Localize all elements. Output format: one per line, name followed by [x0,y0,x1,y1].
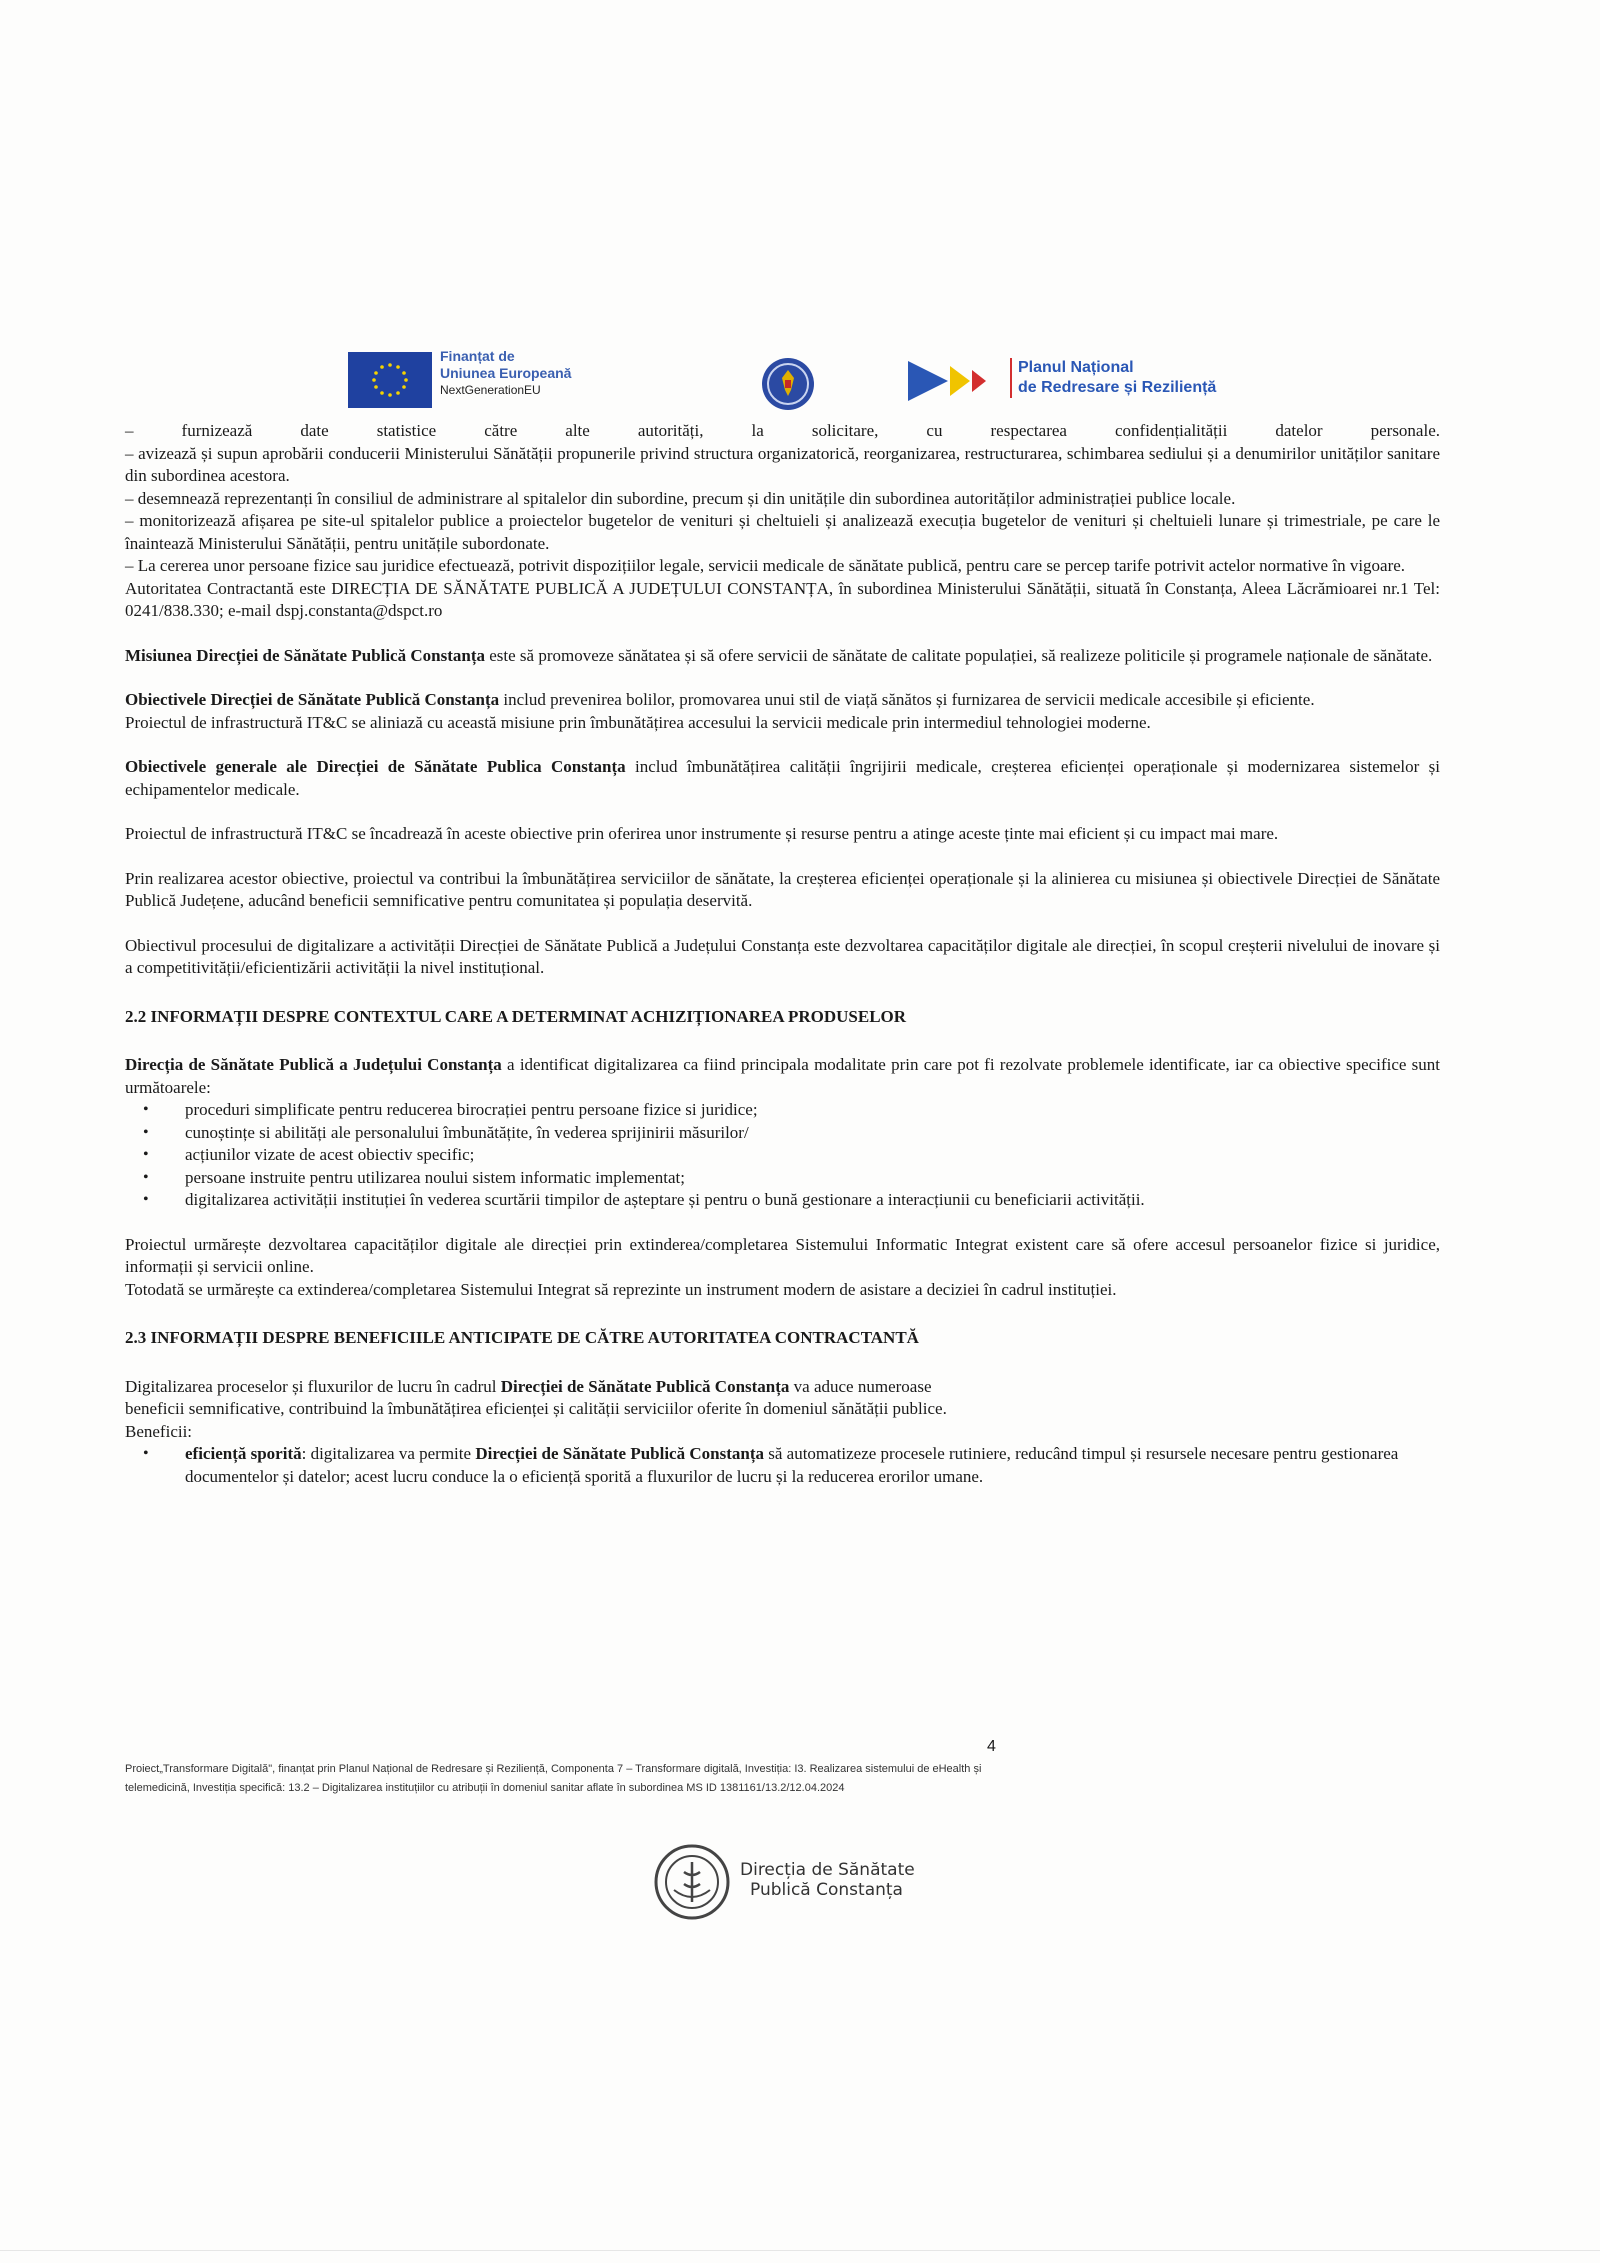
paragraph: – furnizează date statistice către alte autorități, la solicitare, cu respectarea confidențialității datelor personale. [125,421,1440,440]
paragraph [125,689,1440,712]
bold-text: Direcția de Sănătate Publică a Județului Constanța [125,1055,502,1074]
bold-text: Direcției de Sănătate Publică Constanța [475,1444,764,1463]
paragraph: – avizează și supun aprobării conducerii Ministerului Sănătății propunerile privind structura organizatorică, reorganizarea, restructurarea, schimbarea sediului și a denumirilor unităților sanitare din subordinea acestora. [125,443,1440,485]
bold-text: Misiunea Direcției de Sănătate Publică Constanța [125,645,485,665]
page-number: 4 [987,1738,996,1755]
list-item: • acțiunilor vizate de acest obiectiv specific; [175,1144,1440,1167]
text: Digitalizarea proceselor și fluxurilor de lucru în cadrul [125,1376,501,1396]
bold-text: Direcției de Sănătate Publică Constanța [500,1376,790,1396]
paragraph: – monitorizează afișarea pe site-ul spitalelor publice a proiectelor bugetelor de venituri și cheltuieli și analizează execuția bugetelor de venituri și cheltuieli lunare și trimestriale, pe care le înaintează Ministerului Sănătății, pentru unitățile subordonate. [125,511,1440,553]
paragraph: Obiectivul procesului de digitalizare a activității Direcției de Sănătate Publică a Județului Constanța este dezvoltarea capacităților digitale ale direcției, în scopul creșterii nivelului de inovare și a competitivității/eficientizării activității la nivel instituțional. [125,935,1440,977]
pnrr-label [1010,358,1216,398]
text: va aduce numeroase [789,1376,932,1396]
bold-text: eficiență sporită [185,1444,302,1463]
paragraph [125,1054,1440,1099]
list-item: • proceduri simplificate pentru reducerea birocrației pentru persoane fizice si juridice; [175,1099,1440,1122]
dsp-line-1: Direcția de Sănătate [740,1860,915,1880]
objectives-list [125,1099,1440,1212]
bold-text: Obiectivele generale ale Direcției de Sănătate Publica Constanța [125,757,626,776]
benefits-list [125,1443,1440,1488]
section-heading-2-3: 2.3 INFORMAȚII DESPRE BENEFICIILE ANTICIPATE DE CĂTRE AUTORITATEA CONTRACTANTĂ [125,1328,919,1347]
text: : digitalizarea va permite [301,1444,476,1463]
eu-flag-icon [348,352,432,408]
paragraph: – La cererea unor persoane fizice sau juridice efectuează, potrivit dispozițiilor legale, servicii medicale de sănătate publică, pentru care se percep tarife potrivit actelor normative în vigoare. [125,556,1406,575]
paragraph: – desemnează reprezentanți în consiliul de administrare al spitalelor din subordine, precum și din unitățile din subordinea autorităților administrației publice locale. [125,488,1236,508]
paragraph: Beneficii: [125,1421,193,1441]
paragraph: Autoritatea Contractantă este DIRECȚIA DE SĂNĂTATE PUBLICĂ A JUDEȚULUI CONSTANȚA, în subordinea Ministerului Sănătății, situată în Constanța, Aleea Lăcrămioarei nr.1 Tel: 0241/838.330; e-mail dspj.constanta@dspct.ro [125,578,1440,620]
romanian-government-seal-icon [760,356,816,412]
dsp-line-2: Publică Constanța [750,1880,903,1900]
paragraph: beneficii semnificative, contribuind la îmbunătățirea eficienței și calității serviciilor oferite în domeniul sănătății publice. [125,1399,947,1418]
dsp-constanta-label [740,1860,915,1900]
document-body [125,420,1440,1488]
text: este să promoveze sănătatea și să ofere servicii de sănătate de calitate populației, să realizeze politicile și programele naționale de sănătate. [484,645,1433,665]
pnrr-line-1: Planul Național [1018,359,1134,376]
section-heading-2-2: 2.2 INFORMAȚII DESPRE CONTEXTUL CARE A DETERMINAT ACHIZIȚIONAREA PRODUSELOR [125,1006,907,1026]
page-edge-line [0,2250,1600,2251]
paragraph [125,1376,1440,1399]
eu-line-3: NextGenerationEU [440,383,541,397]
eu-line-2: Uniunea Europeană [440,365,572,381]
header-logos [0,348,1600,410]
dsp-constanta-emblem-icon [652,1842,732,1922]
text: includ prevenirea bolilor, promovarea unui stil de viață sănătos și furnizarea de servicii medicale accesibile și eficiente. [499,690,1315,709]
paragraph: Proiectul urmărește dezvoltarea capacităților digitale ale direcției prin extinderea/completarea Sistemului Informatic Integrat existent care să ofere accesul persoanelor fizice si juridice, informații și servicii online. [125,1234,1440,1276]
pnrr-line-2: de Redresare și Reziliență [1018,379,1217,396]
footer-note: Proiect„Transformare Digitală", finanțat prin Planul Național de Redresare și Reziliență, Componenta 7 – Transformare digitală, Investiția: I3. Realizarea sistemului de eHealth și telemedicină, Investiția specifică: 13.2 – Digitalizarea instituțiilor cu atribuții în domeniul sanitar aflate în subordinea MS ID 1381161/13.2/12.04.2024 [125,1763,982,1794]
paragraph [125,756,1440,801]
paragraph: Proiectul de infrastructură IT&C se aliniază cu această misiune prin îmbunătățirea accesului la servicii medicale prin intermediul tehnologiei moderne. [125,712,1151,732]
list-item: • cunoștințe si abilități ale personalului îmbunătățite, în vederea sprijinirii măsurilor/ [175,1122,1440,1145]
eu-funding-label [440,348,571,399]
paragraph: Prin realizarea acestor obiective, proiectul va contribui la îmbunătățirea serviciilor de sănătate, la creșterea eficienței operaționale și la alinierea cu misiunea și obiectivele Direcției de Sănătate Publică Județene, aducând beneficii semnificative pentru comunitatea și populația deservită. [125,868,1440,910]
paragraph: Totodată se urmărește ca extinderea/completarea Sistemului Integrat să reprezinte un instrument modern de asistare a deciziei în cadrul instituției. [125,1279,1117,1299]
eu-line-1: Finanțat de [440,348,515,364]
list-item: • digitalizarea activității instituției în vederea scurtării timpilor de așteptare și pentru o bună gestionare a interacțiunii cu beneficiarii activității. [175,1189,1440,1212]
paragraph [125,645,1440,668]
list-item: • persoane instruite pentru utilizarea noului sistem informatic implementat; [175,1167,1440,1190]
text: a identificat digitalizarea ca fiind principala modalitate prin care pot fi rezolvate problemele identificate, iar ca obiective specifice sunt următoarele: [125,1055,1441,1097]
text: includ îmbunătățirea calității îngrijirii medicale, creșterea eficienței operaționale și modernizarea sistemelor și echipamentelor medicale. [125,757,1440,799]
text: să automatizeze procesele rutiniere, reducând timpul și resursele necesare pentru gestionarea documentelor și datelor; acest lucru conduce la o eficiență sporită a fluxurilor de lucru și la reducerea erorilor umane. [185,1444,1399,1486]
paragraph: Proiectul de infrastructură IT&C se încadrează în aceste obiective prin oferirea unor instrumente și resurse pentru a atinge aceste ținte mai eficient și cu impact mai mare. [125,824,1279,843]
list-item [175,1443,1440,1488]
pnrr-arrows-icon [908,356,1008,406]
bold-text: Obiectivele Direcției de Sănătate Publică Constanța [125,690,500,709]
